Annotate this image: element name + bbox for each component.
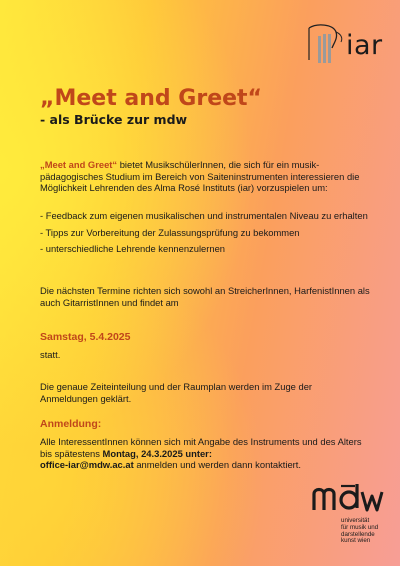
registration-deadline: Montag, 24.3.2025 unter: — [102, 447, 212, 459]
schedule-note: Die genaue Zeiteinteilung und der Raumplan werden im Zuge der Anmeldungen geklärt. — [40, 381, 313, 404]
mdw-line: universität — [341, 517, 370, 524]
benefit-list — [40, 210, 370, 260]
termine-paragraph: Die nächsten Termine richten sich sowohl an StreicherInnen, HarfenistInnen als auch GitarristInnen und findet am — [40, 285, 370, 308]
poster-title: „Meet and Greet“ — [40, 86, 263, 111]
iar-logo-text: iar — [346, 30, 383, 61]
mdw-line: für musik und — [341, 523, 379, 531]
list-item: - unterschiedliche Lehrende kennenzulernen — [40, 243, 226, 255]
registration-paragraph — [40, 436, 365, 471]
poster-subtitle: - als Brücke zur mdw — [40, 112, 188, 127]
mdw-line: kunst wien — [341, 537, 371, 545]
mdw-logo — [311, 480, 391, 555]
event-date: Samstag, 5.4.2025 — [40, 331, 131, 343]
statt-text: statt. — [40, 349, 61, 360]
mdw-logo-text — [341, 518, 393, 545]
registration-text-end: anmelden und werden dann kontaktiert. — [133, 459, 302, 471]
registration-email[interactable]: office-iar@mdw.ac.at — [40, 459, 134, 471]
mdw-line: darstellende — [341, 530, 375, 538]
registration-heading: Anmeldung: — [40, 418, 102, 430]
list-item: - Feedback zum eigenen musikalischen und instrumentalen Niveau zu erhalten — [40, 210, 368, 221]
mdw-logo-mark — [311, 480, 391, 520]
intro-paragraph — [40, 159, 370, 194]
list-item: - Tipps zur Vorbereitung der Zulassungsprüfung zu bekommen — [40, 226, 300, 238]
intro-highlight: „Meet and Greet“ — [40, 159, 118, 170]
registration-text: Alle InteressentInnen können sich mit Angabe des Instruments und des Alters bis spätestens — [40, 436, 362, 459]
iar-logo — [303, 24, 393, 64]
iar-harp-icon — [303, 24, 345, 64]
intro-text: bietet MusikschülerInnen, die sich für ein musik-pädagogisches Studium im Bereich von Saiteninstrumenten interessieren die Möglichkeit Lehrenden des Alma Rosé Instituts (iar) vorzuspielen um: — [40, 159, 360, 194]
